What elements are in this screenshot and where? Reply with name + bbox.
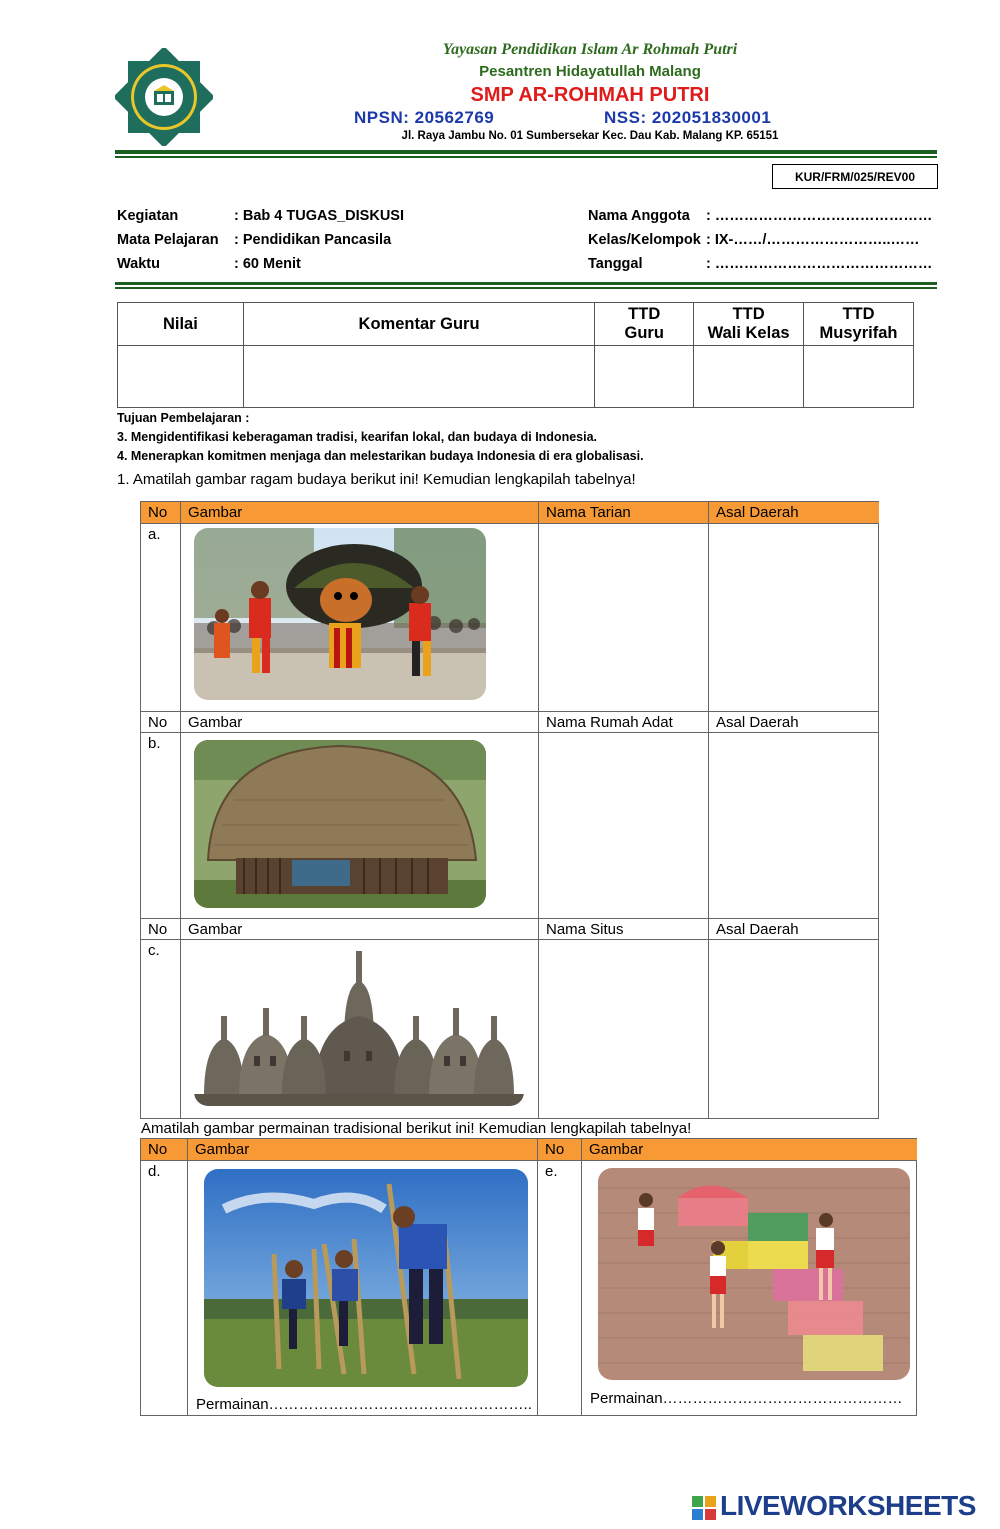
- ttd-wali-cell: [694, 346, 804, 408]
- answer-nama-rumah-adat[interactable]: [539, 733, 709, 919]
- info-divider-thin: [115, 287, 937, 289]
- egrang-game-image: [204, 1169, 528, 1387]
- pesantren-name: Pesantren Hidayatullah Malang: [479, 63, 701, 80]
- ttd-wali-header: TTD Wali Kelas: [694, 303, 804, 346]
- col-header-no: No: [141, 502, 181, 524]
- col-header-gambar: Gambar: [181, 712, 539, 733]
- kelas-kelompok-field[interactable]: : IX-……/……………………..……: [706, 232, 920, 248]
- row-no-a: a.: [141, 524, 181, 712]
- school-name: SMP AR-ROHMAH PUTRI: [470, 84, 710, 106]
- tanggal-field[interactable]: : ………………………………………: [706, 256, 933, 272]
- nama-anggota-field[interactable]: : ………………………………………: [706, 208, 933, 224]
- row-no-d: d.: [141, 1161, 188, 1415]
- nilai-cell: [118, 346, 244, 408]
- info-value-waktu: : 60 Menit: [234, 256, 301, 272]
- score-table: [117, 302, 914, 408]
- form-code-box: KUR/FRM/025/REV00: [772, 164, 938, 189]
- objectives-title: Tujuan Pembelajaran :: [117, 411, 250, 425]
- col-header-no: No: [141, 712, 181, 733]
- nilai-header: Nilai: [118, 303, 244, 346]
- komentar-cell: [243, 346, 594, 408]
- answer-asal-daerah-b[interactable]: [709, 733, 879, 919]
- engklek-game-image: [598, 1168, 910, 1380]
- col-header-gambar-right: Gambar: [582, 1139, 917, 1161]
- komentar-header: Komentar Guru: [243, 303, 594, 346]
- nss-number: NSS: 202051830001: [604, 108, 772, 127]
- objective-item: 4. Menerapkan komitmen menjaga dan melestarikan budaya Indonesia di era globalisasi.: [117, 449, 644, 463]
- question-2: Amatilah gambar permainan tradisional berikut ini! Kemudian lengkapilah tabelnya!: [141, 1120, 692, 1137]
- permainan-answer-e[interactable]: Permainan…………………………………………: [590, 1390, 903, 1407]
- info-value-kegiatan: : Bab 4 TUGAS_DISKUSI: [234, 208, 404, 224]
- school-address: Jl. Raya Jambu No. 01 Sumbersekar Kec. Dau Kab. Malang KP. 65151: [401, 130, 779, 142]
- info-label-tanggal: Tanggal: [588, 256, 643, 272]
- borobudur-stupa-image: [194, 946, 524, 1106]
- permainan-answer-d[interactable]: Permainan……………………………………………..: [196, 1396, 532, 1413]
- objective-item: 3. Mengidentifikasi keberagaman tradisi, kearifan lokal, dan budaya di Indonesia.: [117, 430, 598, 444]
- liveworksheets-logo-icon: [692, 1496, 716, 1520]
- header-divider-thick: [115, 150, 937, 154]
- ttd-guru-cell: [595, 346, 694, 408]
- col-header-no-right: No: [538, 1139, 582, 1161]
- info-label-mapel: Mata Pelajaran: [117, 232, 219, 248]
- answer-nama-situs[interactable]: [539, 940, 709, 1118]
- info-divider-thick: [115, 282, 937, 285]
- info-label-kelas: Kelas/Kelompok: [588, 232, 701, 248]
- question-1: 1. Amatilah gambar ragam budaya berikut ini! Kemudian lengkapilah tabelnya!: [117, 471, 636, 488]
- info-value-mapel: : Pendidikan Pancasila: [234, 232, 392, 248]
- honai-house-image: [194, 740, 486, 908]
- row-no-c: c.: [141, 940, 181, 1118]
- foundation-name: Yayasan Pendidikan Islam Ar Rohmah Putri: [442, 41, 738, 58]
- info-label-nama-anggota: Nama Anggota: [588, 208, 690, 224]
- npsn-number: NPSN: 20562769: [354, 108, 495, 127]
- col-header-gambar: Gambar: [181, 919, 539, 940]
- col-header-asal-daerah: Asal Daerah: [709, 919, 879, 940]
- reog-dance-image: [194, 528, 486, 700]
- answer-asal-daerah-a[interactable]: [709, 524, 879, 712]
- info-label-kegiatan: Kegiatan: [117, 208, 179, 224]
- col-header-no: No: [141, 919, 181, 940]
- info-label-waktu: Waktu: [117, 256, 160, 272]
- col-header-nama-rumah-adat: Nama Rumah Adat: [539, 712, 709, 733]
- row-no-e: e.: [538, 1161, 582, 1415]
- header-divider-thin: [115, 156, 937, 158]
- col-header-gambar-left: Gambar: [188, 1139, 538, 1161]
- answer-nama-tarian[interactable]: [539, 524, 709, 712]
- col-header-nama-situs: Nama Situs: [539, 919, 709, 940]
- ttd-guru-header: TTD Guru: [595, 303, 694, 346]
- answer-asal-daerah-c[interactable]: [709, 940, 879, 1118]
- liveworksheets-watermark: LIVEWORKSHEETS: [720, 1490, 976, 1521]
- ttd-musyrifah-header: TTD Musyrifah: [804, 303, 914, 346]
- col-header-gambar: Gambar: [181, 502, 539, 524]
- row-no-b: b.: [141, 733, 181, 919]
- col-header-no-left: No: [141, 1139, 188, 1161]
- col-header-nama-tarian: Nama Tarian: [539, 502, 709, 524]
- ttd-musyrifah-cell: [804, 346, 914, 408]
- col-header-asal-daerah: Asal Daerah: [709, 502, 879, 524]
- col-header-asal-daerah: Asal Daerah: [709, 712, 879, 733]
